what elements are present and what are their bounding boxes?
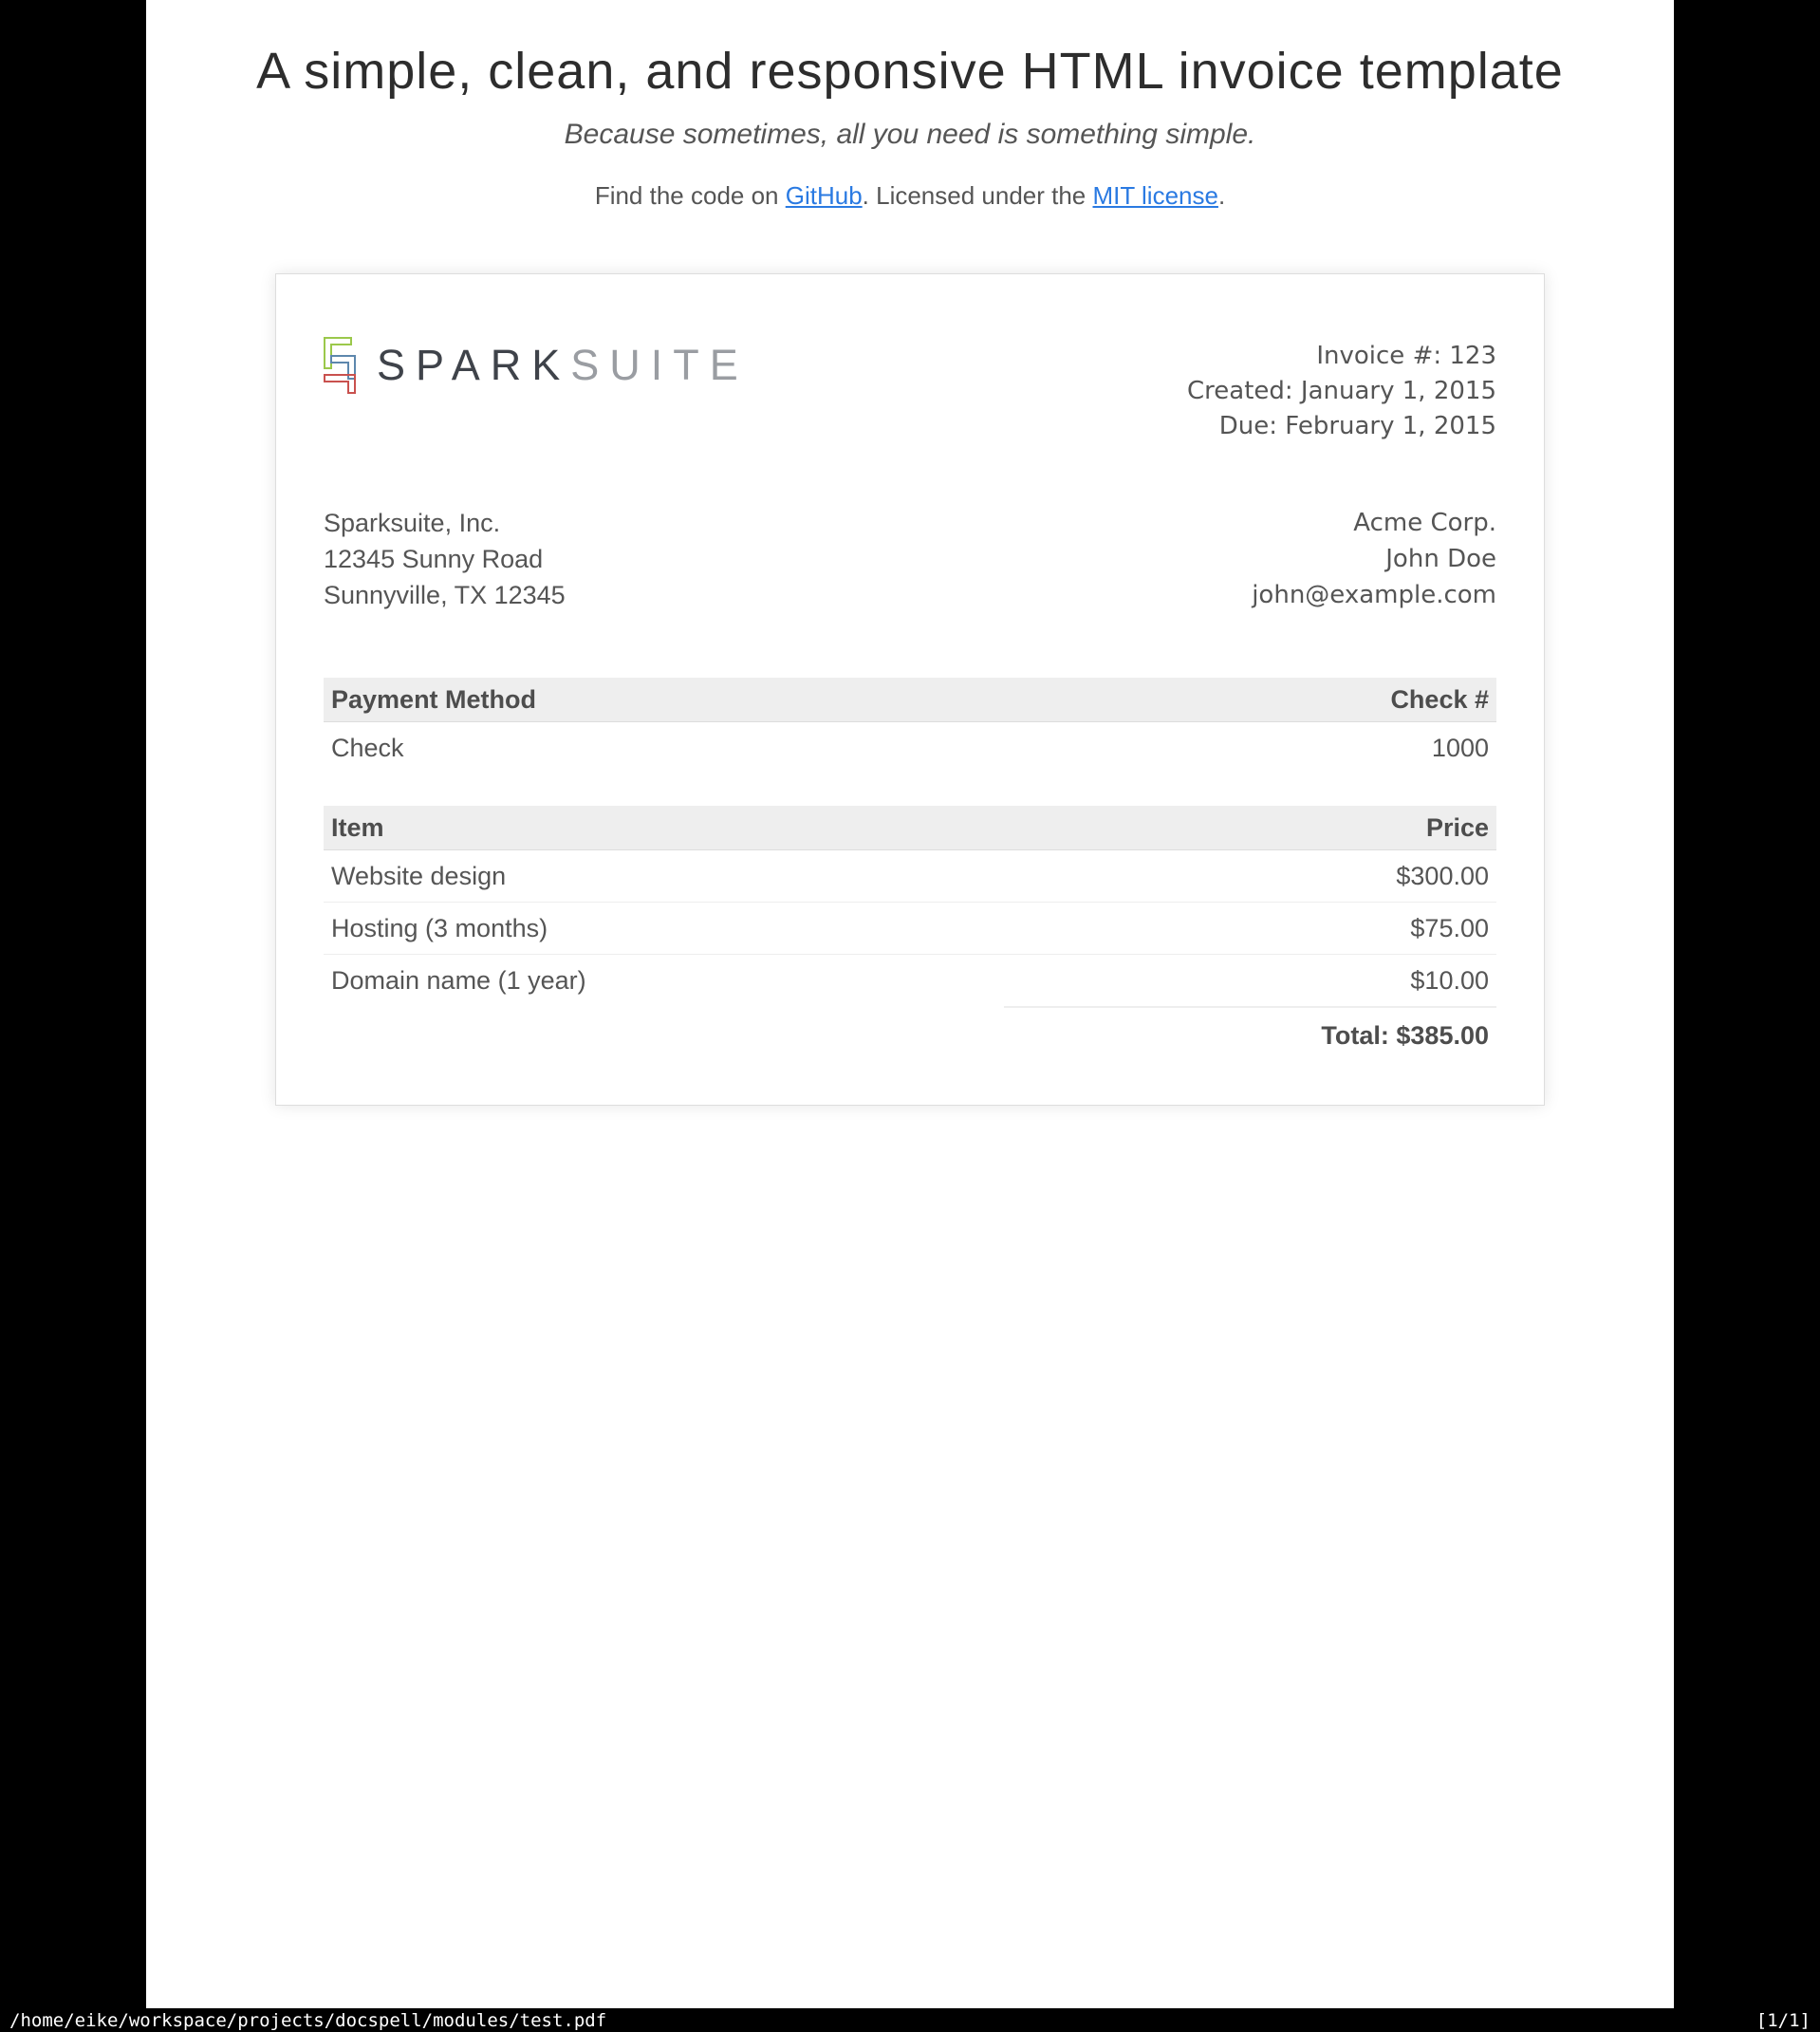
item-name: Domain name (1 year) [331,966,586,995]
client-info [1252,505,1496,613]
seller-city: Sunnyville, TX 12345 [324,581,566,609]
document-page [146,0,1674,2008]
page-title: A simple, clean, and responsive HTML invoice template [256,43,1564,100]
item-row [324,903,1496,955]
invoice-top-section [324,337,1496,444]
items-table [324,806,1496,1056]
item-row [324,850,1496,903]
invoice-box [275,273,1545,1106]
logo-red-segment [325,375,355,393]
total-spacer [324,1007,1004,1056]
invoice-meta [1187,339,1496,444]
invoice-parties-section [324,505,1496,613]
item-name: Hosting (3 months) [324,903,1004,955]
payment-table-row [324,722,1496,799]
check-number-header: Check # [1004,678,1496,722]
links-line [146,181,1674,211]
brand-word-spark: SPARK [377,341,571,389]
payment-table [324,678,1496,798]
item-price: $75.00 [1004,903,1496,955]
github-link[interactable]: GitHub [785,181,863,211]
total-row [324,1007,1496,1056]
page-subtitle: Because sometimes, all you need is something simple. [564,119,1256,151]
client-email: john@example.com [1252,581,1496,609]
total-amount: Total: $385.00 [1004,1007,1496,1056]
seller-name: Sparksuite, Inc. [324,509,501,537]
statusbar-filepath: /home/eike/workspace/projects/docspell/modules/test.pdf [9,2009,607,2031]
seller-address [324,505,566,613]
item-row [324,955,1496,1008]
links-text-prefix: Find the code on [594,181,786,211]
brand-wordmark [377,341,749,389]
payment-table-header-row [324,678,1496,722]
invoice-due-date: Due: February 1, 2015 [1218,412,1496,440]
item-price: $300.00 [1004,850,1496,903]
item-header: Item [324,806,1004,850]
seller-street: 12345 Sunny Road [324,545,544,573]
statusbar [0,2008,1820,2032]
client-name: John Doe [1385,545,1496,573]
company-logo [324,337,749,394]
items-table-header-row [324,806,1496,850]
mit-license-link[interactable]: MIT license [1092,181,1218,211]
item-name: Website design [324,850,1004,903]
invoice-number: Invoice #: 123 [1316,342,1496,370]
item-price: $10.00 [1410,966,1489,995]
logo-green-segment [325,338,351,368]
links-text-middle: . Licensed under the [862,181,1093,211]
invoice-created-date: Created: January 1, 2015 [1187,377,1496,405]
payment-method-value: Check [331,734,404,762]
client-company: Acme Corp. [1353,509,1496,537]
check-number-value: 1000 [1431,734,1489,762]
links-text-suffix: . [1217,181,1226,211]
statusbar-page-indicator: [1/1] [1755,2009,1811,2031]
payment-method-header: Payment Method [324,678,1004,722]
price-header: Price [1004,806,1496,850]
brand-word-suite: SUITE [570,341,749,389]
sparksuite-logo-icon [324,337,356,394]
